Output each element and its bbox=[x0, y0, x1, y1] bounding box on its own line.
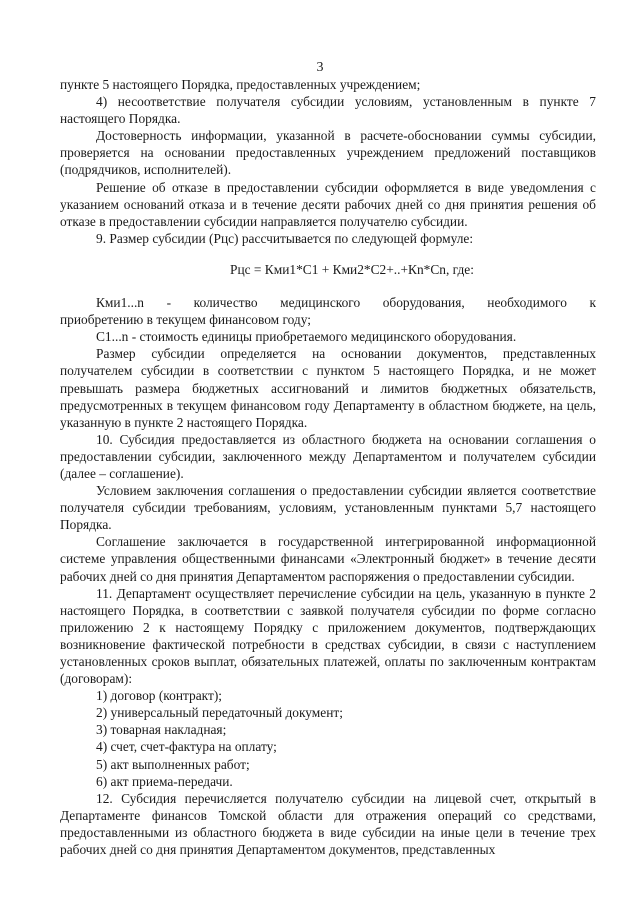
paragraph: Соглашение заключается в государственной интегрированной информационной системе управления общественными финансами «Электронный бюджет» в течение десяти рабочих дней со дня принятия Департаментом распоряжения о предоставлении субсидии. bbox=[60, 534, 596, 584]
paragraph: С1...n - стоимость единицы приобретаемого медицинского оборудования. bbox=[96, 329, 517, 345]
paragraph: Условием заключения соглашения о предоставлении субсидии является соответствие получателя субсидии требованиям, условиям, установленным пунктами 5,7 настоящего Порядка. bbox=[60, 483, 596, 533]
paragraph: Достоверность информации, указанной в расчете-обосновании суммы субсидии, проверяется на основании предоставленных учреждением предложений поставщиков (подрядчиков, исполнителей). bbox=[60, 128, 596, 178]
list-item: 6) акт приема-передачи. bbox=[96, 773, 233, 789]
paragraph: Кми1...n - количество медицинского оборудования, необходимого к bbox=[96, 295, 596, 311]
paragraph: пункте 5 настоящего Порядка, предоставленных учреждением; bbox=[60, 77, 421, 92]
subsidy-formula: Рцс = Кми1*С1 + Кми2*С2+..+Кn*Сn, где: bbox=[230, 261, 474, 277]
paragraph: 11. Департамент осуществляет перечисление субсидии на цель, указанную в пункте 2 настоящего Порядка, в соответствии с заявкой получателя субсидии по форме согласно приложению 2 к настоящему Порядку с приложением документов, подтверждающих возникновение фактической потребности в средствах субсидии, в связи с наступлением установленных сроков выплат, обязательных платежей, оплаты по заключенным контрактам (договорам): bbox=[60, 585, 596, 687]
paragraph: 10. Субсидия предоставляется из областного бюджета на основании соглашения о предоставлении субсидии, заключенного между Департаментом и получателем субсидии (далее – соглашение). bbox=[60, 431, 596, 481]
list-item: 2) универсальный передаточный документ; bbox=[96, 705, 343, 721]
paragraph: 9. Размер субсидии (Рцс) рассчитывается по следующей формуле: bbox=[96, 230, 474, 246]
list-item: 5) акт выполненных работ; bbox=[96, 756, 250, 772]
page-number: 3 bbox=[316, 60, 324, 75]
document-body bbox=[60, 76, 596, 858]
list-item: 3) товарная накладная; bbox=[96, 722, 227, 738]
list-item: 1) договор (контракт); bbox=[96, 688, 222, 704]
paragraph: 12. Субсидия перечисляется получателю субсидии на лицевой счет, открытый в Департаменте финансов Томской области для отражения операций со средствами, предоставленными из областного бюджета в виде субсидии на иные цели в течение трех рабочих дней со дня принятия Департаментом документов, представленных bbox=[60, 790, 596, 858]
list-item: 4) счет, счет-фактура на оплату; bbox=[96, 739, 277, 755]
paragraph: Решение об отказе в предоставлении субсидии оформляется в виде уведомления с указанием оснований отказа и в течение десяти рабочих дней со дня принятия решения об отказе в предоставлении субсидии направляется получателю субсидии. bbox=[60, 179, 596, 229]
paragraph: 4) несоответствие получателя субсидии условиям, установленным в пункте 7 настоящего Порядка. bbox=[60, 94, 596, 127]
paragraph: Размер субсидии определяется на основании документов, представленных получателем субсидии в соответствии с пунктом 5 настоящего Порядка, и не может превышать размера бюджетных ассигнований и лимитов бюджетных обязательств, предусмотренных в текущем финансовом году Департаменту в областном бюджете, на цель, указанную в пункте 2 настоящего Порядка. bbox=[60, 346, 596, 430]
paragraph: приобретению в текущем финансовом году; bbox=[60, 312, 311, 328]
